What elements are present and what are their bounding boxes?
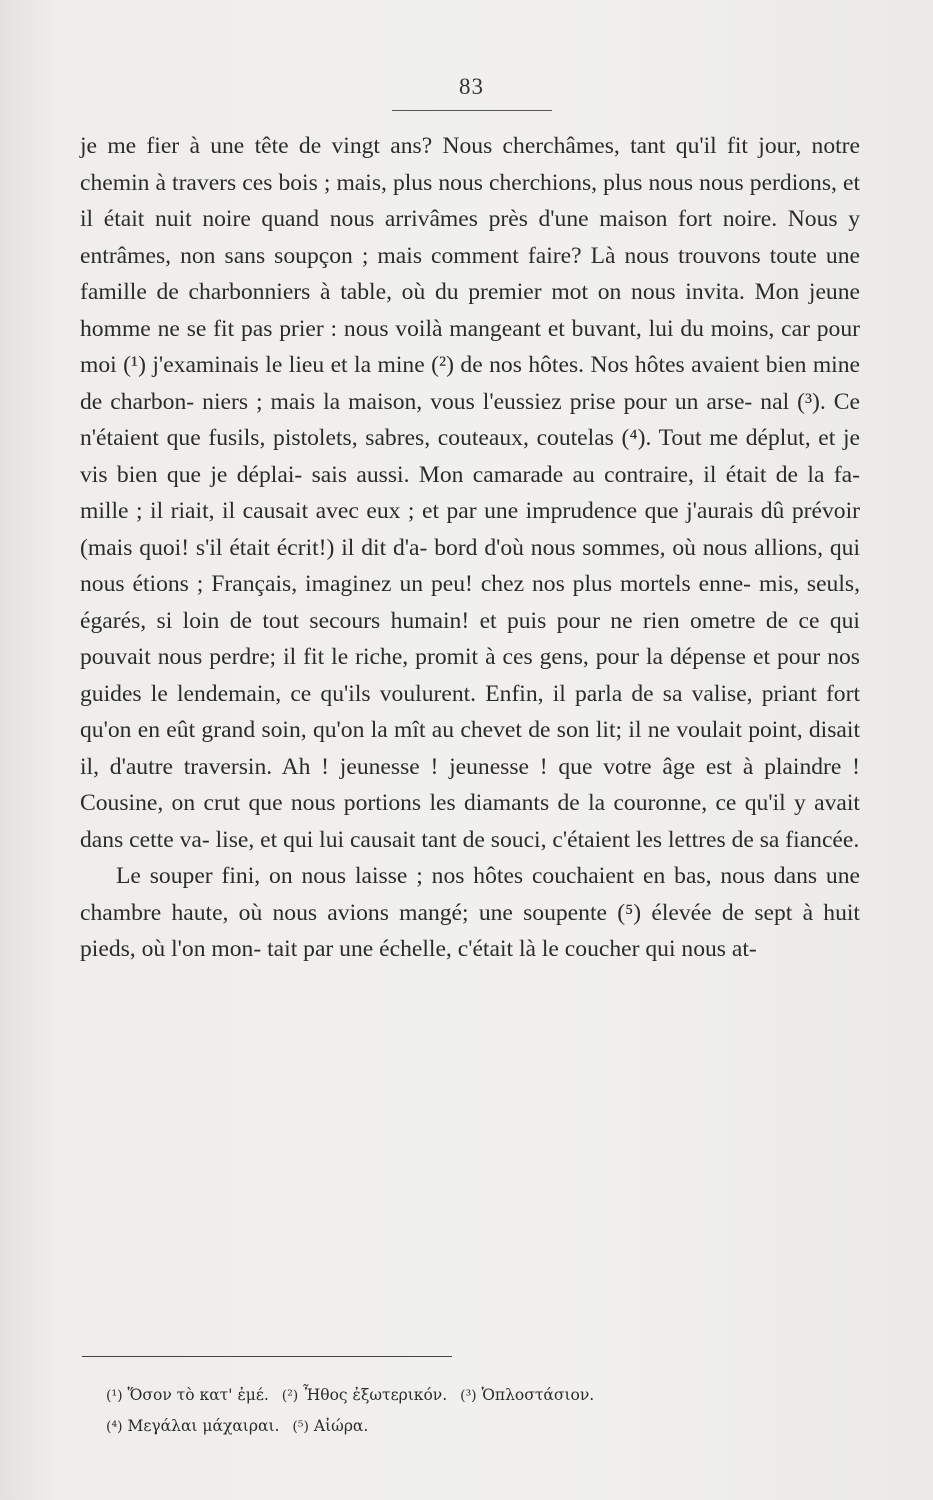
footnote-text: Μεγάλαι μάχαιραι.	[127, 1417, 280, 1435]
footnote-3	[460, 1386, 594, 1404]
text-line: le riche, promit à ces gens, pour la dépense et pour nos	[331, 644, 860, 670]
text-line: de sa valise, priant fort qu'on en eût grand soin, qu'on la	[80, 680, 861, 743]
text-line: moins, car pour moi (¹) j'examinais le lieu et la mine (²)	[80, 315, 861, 378]
footnote-5	[292, 1417, 368, 1435]
text-line: qu'il fit jour, notre chemin à travers ces bois ; mais, plus	[80, 133, 861, 196]
footnote-line	[106, 1380, 846, 1411]
footnote-1	[106, 1386, 269, 1404]
footnote-marker: (¹)	[106, 1388, 123, 1404]
text-line: mît au chevet de son lit; il ne voulait point, disait il,	[80, 717, 861, 780]
text-line: je me fier à une tête de vingt ans? Nous cherchâmes, tant	[80, 133, 666, 159]
text-line: nal (³). Ce n'étaient que fusils, pistolets, sabres, couteaux,	[80, 388, 861, 451]
footnote-marker: (⁴)	[106, 1419, 123, 1435]
text-line: niers ; mais la maison, vous l'eussiez prise pour un arse-	[202, 388, 753, 415]
text-line: une soupente (⁵) élevée de sept à huit pieds, où l'on mon-	[80, 899, 860, 962]
footnote-2	[282, 1386, 447, 1404]
text-line: tait par une échelle, c'était là le coucher qui nous at-	[267, 936, 757, 962]
text-line: coutelas (⁴). Tout me déplut, et je vis bien que je déplai-	[80, 425, 860, 488]
footnote-marker: (²)	[281, 1388, 299, 1404]
footnote-text: Ὅσον τὸ κατ' ἐμέ.	[127, 1386, 269, 1404]
text-line: nous cherchions, plus nous nous perdions, et il était nuit	[80, 169, 861, 232]
footnotes	[106, 1380, 846, 1442]
text-line: bord d'où nous sommes, où nous allions, qui nous étions ;	[80, 534, 860, 597]
footnote-marker: (⁵)	[292, 1419, 309, 1435]
text-line: ne se fit pas prier : nous voilà mangeant et buvant, lui du	[157, 315, 704, 342]
text-line: diamants de la couronne, ce qu'il y avait dans cette va-	[80, 790, 860, 853]
text-line: Là nous trouvons toute une famille de charbonniers à	[80, 242, 861, 305]
text-line: de nos hôtes. Nos hôtes avaient bien mine de charbon-	[80, 352, 860, 415]
footnote-marker: (³)	[460, 1388, 477, 1404]
text-line: noire quand nous arrivâmes près d'une maison fort noire.	[202, 206, 778, 232]
text-line: guides le lendemain, ce qu'ils voulurent. Enfin, il parla	[80, 680, 623, 707]
footnote-line	[106, 1411, 846, 1442]
header-rule	[392, 110, 552, 111]
footnote-text: Ἦθος ἐξωτερικόν.	[303, 1386, 448, 1404]
text-line: de sa fiancée.	[731, 826, 860, 853]
text-line: que j'aurais dû prévoir (mais quoi! s'il était écrit!) il dit d'a-	[80, 498, 860, 561]
text-line: Le souper fini, on nous laisse ; nos hôtes couchaient en	[116, 863, 666, 889]
text-line: sais aussi. Mon camarade au contraire, il était de la fa-	[311, 461, 860, 488]
paragraph-2	[80, 858, 860, 968]
text-line: Français, imaginez un peu! chez nos plus mortels enne-	[211, 571, 752, 597]
text-line: mille ; il riait, il causait avec eux ; et par une imprudence	[80, 498, 638, 524]
footnote-text: Ὁπλοστάσιον.	[481, 1386, 595, 1404]
paragraph-1	[80, 128, 860, 858]
text-line: Nous y entrâmes, non sans soupçon ; mais comment faire?	[80, 206, 860, 269]
text-line: mis, seuls, égarés, si loin de tout secours humain! et puis	[80, 571, 860, 634]
text-line: lise, et qui lui causait tant de souci, c'étaient les lettres	[215, 826, 726, 853]
text-line: bas, nous dans une chambre haute, où nous avions mangé;	[80, 863, 860, 926]
footnote-text: Αἰώρα.	[313, 1417, 369, 1435]
footnote-rule	[82, 1356, 452, 1357]
main-text	[80, 128, 860, 968]
page-number: 83	[459, 74, 484, 99]
text-line: d'autre traversin. Ah ! jeunesse ! jeunesse ! que votre âge	[109, 753, 696, 780]
text-line: pour ne rien ometre de ce qui pouvait nous perdre; il fit	[80, 607, 860, 670]
text-line: table, où du premier mot on nous invita. Mon jeune homme	[80, 279, 860, 342]
text-line: est à plaindre ! Cousine, on crut que nous portions les	[80, 753, 860, 816]
footnote-4	[106, 1417, 279, 1435]
